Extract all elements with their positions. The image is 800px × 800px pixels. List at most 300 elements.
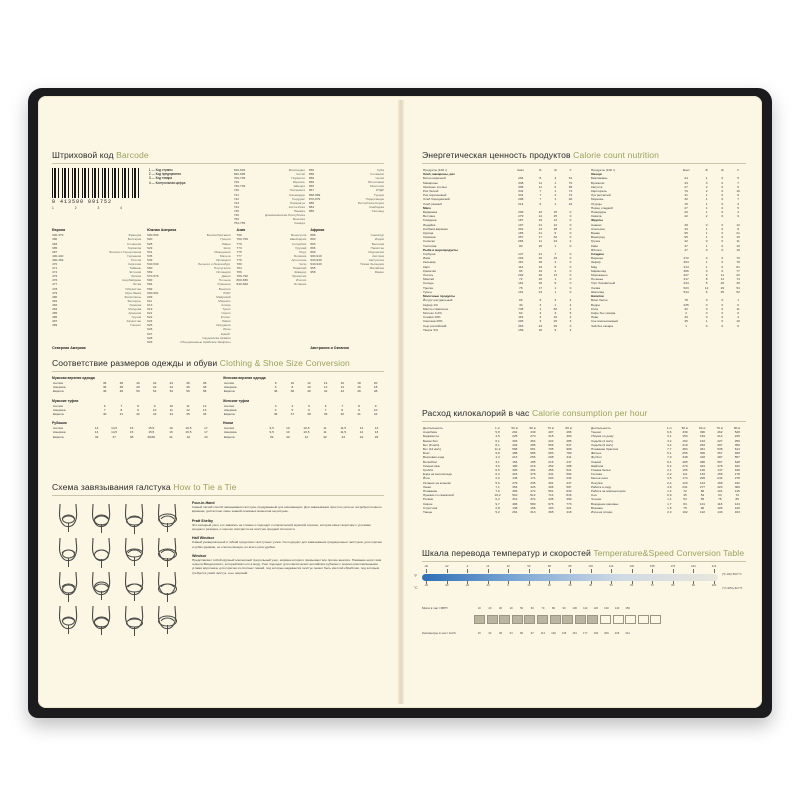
table-cell: Зефир <box>591 260 601 265</box>
table-cell: 648 <box>734 459 740 464</box>
tie-knot-block <box>192 536 384 549</box>
table-cell: 16 <box>538 277 543 282</box>
table-cell: 48 <box>373 389 378 394</box>
table-cell: 0 <box>569 273 572 278</box>
table-cell: 354 <box>512 484 518 489</box>
table-cell: 19 <box>538 218 543 223</box>
table-cell: 2 <box>554 193 557 198</box>
tie-title-en: How to Tie a Tie <box>173 482 237 492</box>
table-cell: 11,5 <box>340 426 347 431</box>
table-cell: 41 <box>684 193 688 198</box>
table-cell: 0 <box>705 298 708 303</box>
table-cell: Верховая езда <box>423 455 445 460</box>
table-cell: 40 <box>518 302 523 307</box>
table-cell: 144 <box>699 480 706 485</box>
country-code-column <box>310 228 384 344</box>
table-cell: 4,4 <box>667 442 672 447</box>
divider <box>52 495 384 496</box>
table-cell: 3 <box>705 180 708 185</box>
country-code-row: 867 КНДР <box>308 188 384 193</box>
table-cell: Кофе без сахара <box>591 310 616 315</box>
table-cell: 9 <box>153 403 156 408</box>
tie-section-title <box>52 482 384 492</box>
table-header-cell: Б <box>705 168 708 172</box>
fahrenheit-tick-label: 212 <box>711 565 717 568</box>
country-code-row: 529 Кипр <box>147 245 231 250</box>
temperature-gradient-bar <box>422 574 718 581</box>
table-cell: 115 <box>734 489 740 494</box>
calorie-table <box>422 168 578 332</box>
table-cell: 37 <box>112 434 116 439</box>
table-cell: 0 <box>569 218 572 223</box>
table-cell: 9 <box>554 281 557 286</box>
table-cell: 0 <box>721 184 724 189</box>
table-cell: 7 <box>539 197 542 202</box>
table-cell: 12 <box>736 222 740 227</box>
size-table <box>223 426 384 439</box>
table-cell: 1,5 <box>667 505 672 510</box>
table-cell: Йога <box>423 476 430 481</box>
speed-square <box>487 615 498 624</box>
table-cell: 159 <box>518 327 524 332</box>
celsius-tick-label: 10 <box>527 584 531 587</box>
table-cell: 54 <box>700 493 705 498</box>
table-cell: 1 <box>705 231 708 236</box>
table-cell: 51 <box>568 176 573 181</box>
table-cell: 255 <box>682 451 688 456</box>
consumption-section <box>422 408 746 514</box>
table-cell: 1 <box>539 306 542 311</box>
table-cell: 24 <box>684 176 688 181</box>
table-cell: 485 <box>566 438 572 443</box>
country-code-row: 760-769 Швейцария <box>236 237 307 242</box>
table-cell: Игра на гитаре <box>591 510 613 515</box>
tie-knot-name: Four-in-Hand <box>192 501 215 505</box>
table-cell: 118 <box>717 501 723 506</box>
scale-tick <box>632 569 633 573</box>
table-cell: 5 <box>539 298 542 303</box>
table-cell: 614 <box>734 447 740 452</box>
table-cell: Покупки <box>591 480 603 485</box>
table-cell: 10,2 <box>494 493 501 498</box>
table-cell: 8 <box>341 407 344 412</box>
table-cell: 36 <box>94 434 99 439</box>
legend-item: 4 — Контрольная цифра <box>148 180 186 185</box>
table-cell: 272 <box>683 256 689 261</box>
table-cell: 46 <box>186 385 190 390</box>
table-cell: 178 <box>734 472 740 477</box>
kmh-value: 80 <box>520 631 524 635</box>
table-cell: 13 <box>202 407 207 412</box>
scale-tick <box>488 569 489 573</box>
table-cell: 44 <box>340 389 345 394</box>
table-cell: 14,5 <box>111 426 118 431</box>
tie-knot-name: Half Windsor <box>192 536 215 541</box>
table-header-cell: 50 кг <box>511 426 519 430</box>
right-page <box>404 96 762 708</box>
table-cell: 120 <box>682 480 688 485</box>
table-cell: 15 <box>684 201 688 206</box>
table-cell: 9,8 <box>495 451 500 456</box>
table-cell: 3 <box>554 298 557 303</box>
size-table <box>52 426 213 439</box>
table-cell: 21 <box>736 231 740 236</box>
temp-title-ru: Шкала перевода температур и скоростей <box>422 548 591 558</box>
table-cell: Пиво <box>591 315 599 320</box>
table-cell: 363 <box>518 323 524 328</box>
size-table-caption: Женские туфли <box>223 398 250 403</box>
table-cell: Мороженое <box>591 273 608 278</box>
table-cell: 1 <box>705 264 708 269</box>
country-code-row: 480 Филиппины <box>52 294 142 299</box>
table-cell: 134 <box>734 501 740 506</box>
table-cell: Сосиски <box>423 239 435 244</box>
table-cell: 1 <box>554 189 557 194</box>
table-cell: 45 <box>684 319 688 324</box>
country-code-row: 477 Литва <box>52 282 142 287</box>
table-cell: 1 <box>705 243 708 248</box>
country-code-row: 626 Иран <box>147 327 231 332</box>
celsius-tick-label: 30 <box>568 584 572 587</box>
divider <box>52 163 384 164</box>
country-code-row: 750 Мексика <box>233 217 305 222</box>
table-cell: 567 <box>566 484 572 489</box>
table-cell: Халва <box>591 285 600 290</box>
table-cell: 16 <box>169 430 173 435</box>
table-cell: 350 <box>734 442 740 447</box>
table-cell: Торт бисквитный <box>591 281 616 286</box>
table-cell: Катание на коньках <box>423 480 451 485</box>
table-cell: 203 <box>518 256 524 261</box>
table-cell: 0 <box>569 277 572 282</box>
table-cell: 1 <box>569 306 572 311</box>
table-cell: 15 <box>129 430 134 435</box>
table-cell: 461 <box>699 447 706 452</box>
table-header-cell: Ккал <box>517 168 525 172</box>
table-cell: 17 <box>204 430 208 435</box>
table-cell: 21 <box>538 222 543 227</box>
table-cell: 3 <box>274 403 277 408</box>
table-cell: Свинина <box>423 235 436 240</box>
table-cell: Езда на велосипеде <box>423 472 453 477</box>
table-cell: 313 <box>530 510 536 515</box>
table-cell: Креветки <box>423 268 436 273</box>
calorie-title-en: Calorie count nutrition <box>573 150 660 160</box>
table-cell: 10 <box>736 319 740 324</box>
table-cell: 21 <box>538 252 543 257</box>
legend-item: 1 — Код страны <box>148 168 173 172</box>
country-code-row: 744 Коста-Рика <box>233 204 305 209</box>
country-code-row: 700-709 Норвегия <box>233 176 305 181</box>
table-cell: Сельдь <box>423 281 434 286</box>
table-cell: 5,1 <box>667 451 672 456</box>
country-code-row: 539 Ирландия <box>147 257 231 262</box>
table-cell: 38 <box>129 434 134 439</box>
table-cell: 14 <box>538 214 543 219</box>
table-cell: 0 <box>721 239 724 244</box>
country-code-row: 482 Украина <box>52 302 142 307</box>
mph-value: 120 <box>593 606 599 610</box>
fahrenheit-tick-label: 176 <box>670 565 676 568</box>
tie-step <box>52 569 85 603</box>
country-code-row: 300-379 Франция <box>52 233 142 238</box>
table-cell: 0 <box>721 193 724 198</box>
table-cell: 180 <box>512 463 518 468</box>
table-cell: 213 <box>512 455 518 460</box>
table-cell: 7,7 <box>667 447 672 452</box>
table-cell: 76 <box>718 497 722 502</box>
tie-knot-block <box>192 519 384 532</box>
table-cell: 6,3 <box>495 472 500 477</box>
table-cell: 3 <box>539 315 542 320</box>
table-cell: 278 <box>734 476 740 481</box>
table-cell: 2,2 <box>667 472 672 477</box>
table-cell: 10 <box>286 430 290 435</box>
table-cell: 37 <box>290 412 295 417</box>
country-code-row: 387 Босния и Герцеговина <box>52 249 142 254</box>
table-cell: 13 <box>374 430 379 435</box>
table-cell: 16,5 <box>185 426 192 431</box>
country-code-row: 619 Тунис <box>147 307 231 311</box>
table-cell: 17 <box>538 235 543 240</box>
celsius-tick-label: -30 <box>444 584 449 587</box>
table-cell: 28 <box>553 226 558 231</box>
table-cell: 8,1 <box>667 459 672 464</box>
table-cell: 65 <box>700 497 705 502</box>
kmh-value: 209 <box>604 631 609 635</box>
table-cell: Плавание брассом <box>591 447 619 452</box>
tie-diagrams <box>52 501 184 637</box>
scale-tick <box>529 569 530 573</box>
country-code-row: 858 Словакия <box>308 172 384 177</box>
country-code-row: 487 Казахстан <box>52 319 142 324</box>
table-cell: 70 <box>736 256 740 261</box>
table-cell: Волейбол <box>423 459 438 464</box>
country-code-row: 380 Болгария <box>52 237 142 242</box>
table-cell: 6 <box>539 201 542 206</box>
table-cell: 5 <box>737 184 739 189</box>
mph-value: 40 <box>509 606 513 610</box>
table-cell: Стретчинг <box>423 505 438 510</box>
country-code-row: 729 Израиль <box>233 180 305 185</box>
tie-knot-figure <box>118 603 151 637</box>
table-cell: 15 <box>129 426 134 431</box>
table-cell: Лосось <box>423 273 434 278</box>
table-cell: 38 <box>119 381 124 385</box>
table-cell: 0 <box>569 256 572 261</box>
table-cell: 147 <box>518 252 524 257</box>
table-cell: Молоко 3,2% <box>423 310 442 315</box>
table-cell: 174 <box>682 476 688 481</box>
table-cell: 66 <box>518 298 523 303</box>
table-cell: Европа <box>53 434 64 439</box>
table-cell: 0 <box>569 260 572 265</box>
table-cell: Телятина <box>423 243 437 248</box>
table-cell: 288 <box>566 463 572 468</box>
table-cell: 48 <box>202 381 207 385</box>
table-cell: 11 <box>736 306 740 311</box>
table-cell: 0 <box>705 222 708 227</box>
country-code-row: 955 Малайзия <box>310 266 384 271</box>
table-cell: 0 <box>721 205 724 210</box>
table-cell: 504 <box>566 472 572 477</box>
table-cell: 0 <box>721 222 724 227</box>
table-cell: 528 <box>734 430 740 435</box>
table-cell: 42 <box>323 389 328 394</box>
table-cell: 418 <box>699 455 706 460</box>
table-cell: Картофель <box>591 189 607 194</box>
table-cell: 396 <box>699 430 706 435</box>
table-cell: Груша <box>591 239 600 244</box>
country-code-row: 940-949 Новая Зеландия <box>310 261 384 266</box>
table-cell: 585 <box>530 451 536 456</box>
country-code-column <box>234 168 305 225</box>
table-cell: 42 <box>684 239 688 244</box>
table-cell: Баранина <box>423 210 438 215</box>
divider <box>422 561 746 562</box>
table-cell: Сметана 20% <box>423 319 443 324</box>
table-header-cell: Ж <box>553 168 557 172</box>
region-label: Европа <box>52 228 66 233</box>
speed-square <box>613 615 624 624</box>
table-cell: 4 <box>291 403 294 408</box>
kmh-label: Километры в час / km/h <box>422 631 456 635</box>
table-cell: 209 <box>518 210 524 215</box>
table-cell: 126 <box>699 468 706 473</box>
table-cell: 6 <box>274 385 277 390</box>
country-code-row: 590 Польша <box>147 278 231 283</box>
country-code-row: 746 Доминиканская Республика <box>233 213 305 218</box>
table-cell: 101 <box>699 501 706 506</box>
table-cell: 13 <box>374 426 379 431</box>
table-cell: Тунец <box>423 289 432 294</box>
table-cell: 6 <box>705 289 708 294</box>
table-cell: 447 <box>566 480 572 485</box>
table-cell: 10 <box>169 403 174 408</box>
table-cell: Помидоры <box>591 210 607 215</box>
table-cell: 11 <box>720 277 724 282</box>
table-cell: 120 <box>734 505 740 510</box>
table-cell: 90 <box>700 505 705 510</box>
table-cell: 378 <box>530 472 536 477</box>
table-cell: 270 <box>682 463 688 468</box>
table-cell: 18 <box>538 260 543 265</box>
country-code-row: 900-919 Австрия <box>310 253 384 258</box>
fahrenheit-tick-label: 32 <box>506 565 510 568</box>
table-cell: 2 <box>705 214 708 219</box>
table-cell: 20 <box>538 273 543 278</box>
table-cell: Америка <box>53 407 66 412</box>
table-cell: 4 <box>569 315 572 320</box>
table-cell: 46 <box>357 389 361 394</box>
table-cell: Колбаса варёная <box>423 226 448 231</box>
tie-knot-figure <box>151 535 184 569</box>
country-code-row: 860 Югославия <box>308 180 384 185</box>
table-header-cell: 60 кг <box>699 426 706 430</box>
table-cell: 551 <box>548 489 554 494</box>
table-cell: Англия <box>53 381 64 385</box>
fahrenheit-tick-label: 140 <box>629 565 634 568</box>
table-header-cell: Ж <box>720 168 724 172</box>
table-cell: 496 <box>548 484 554 489</box>
tie-knot-text: Представляет собой крупный элегантный треугольный узел, ширина которого превышает все прочие аналоги. Название носит имя герцога Виндзорского, который ввёл его в моду. Узел подходит для классических английских рубашек с широко расставленными углами воротника, для сорочек из плотных тканей, под которые надевается галстук, может быть светлой обработки, под которым требуется узкий галстук, а не широкий. <box>192 558 382 575</box>
temperature-section <box>414 548 746 635</box>
table-cell: 184 <box>699 434 706 439</box>
consumption-table <box>422 426 578 514</box>
table-cell: 1 <box>705 176 708 181</box>
country-code-row: 471 Тайвань <box>52 266 142 271</box>
celsius-tick-label: -10 <box>485 584 490 587</box>
table-cell: 7 <box>120 403 123 408</box>
table-cell: 194 <box>699 438 706 443</box>
table-cell: Брокколи <box>591 180 605 185</box>
scale-tick <box>549 569 550 573</box>
table-cell: 3 <box>539 302 542 307</box>
table-cell: 49 <box>684 222 688 227</box>
table-cell: 0 <box>705 239 708 244</box>
country-code-row: 789-790 Бразилия <box>236 274 307 279</box>
table-cell: 16 <box>357 385 361 390</box>
table-cell: 39 <box>269 434 274 439</box>
table-cell: 65 <box>684 235 688 240</box>
table-cell: 50 <box>136 389 140 394</box>
table-cell: 54 <box>169 389 174 394</box>
table-cell: 2,9 <box>495 476 500 481</box>
table-cell: 10,5 <box>303 430 310 435</box>
table-cell: 1 <box>705 193 708 198</box>
kmh-value: 225 <box>614 631 620 635</box>
table-cell: 279 <box>518 214 524 219</box>
scale-tick <box>570 569 571 573</box>
table-cell: Ананас <box>591 222 602 227</box>
table-cell: 510 <box>512 493 518 498</box>
table-cell: 0 <box>569 226 572 231</box>
table-cell: 544 <box>683 289 689 294</box>
scale-tick <box>508 569 509 573</box>
table-cell: Горбуша <box>423 252 436 257</box>
table-cell: 291 <box>512 430 518 435</box>
table-cell: 0 <box>721 180 724 185</box>
region-label: Африка <box>310 228 325 233</box>
table-cell: 133 <box>699 472 706 477</box>
calorie-table <box>590 168 746 328</box>
table-cell: 0,9 <box>667 493 672 498</box>
table-cell: 341 <box>566 455 572 460</box>
table-cell: 3 <box>737 201 739 206</box>
table-cell: 0 <box>721 247 724 252</box>
calorie-table-left <box>422 168 578 332</box>
table-cell: 154 <box>512 459 518 464</box>
calorie-table-right <box>590 168 746 332</box>
scale-tick <box>673 569 674 573</box>
celsius-tick-label: 90 <box>691 584 695 587</box>
table-cell: 40 <box>307 389 311 394</box>
tie-knot-text: Это изящный узел, его завязать не сложно и подходит к классической мужской сорочке, которая имеет воротник с уголками среднего размера, и хорошо смотрится на галстуке средней плотности. <box>192 522 371 532</box>
table-cell: 20 <box>720 281 725 286</box>
country-code-column <box>309 168 384 225</box>
table-cell: 15,5 <box>148 426 155 431</box>
kmh-value: 193 <box>593 631 599 635</box>
country-code-row: 730-739 Швеция <box>233 184 305 189</box>
table-cell: 42 <box>684 306 688 311</box>
table-cell: 4,5 <box>495 434 500 439</box>
table-cell: 36 <box>102 381 107 385</box>
table-cell: 4,3 <box>495 455 500 460</box>
country-code-row: 741 Сальвадор <box>233 192 305 197</box>
table-cell: 18 <box>538 281 543 286</box>
table-cell: 245 <box>734 434 740 439</box>
table-cell: 7 <box>341 403 344 408</box>
